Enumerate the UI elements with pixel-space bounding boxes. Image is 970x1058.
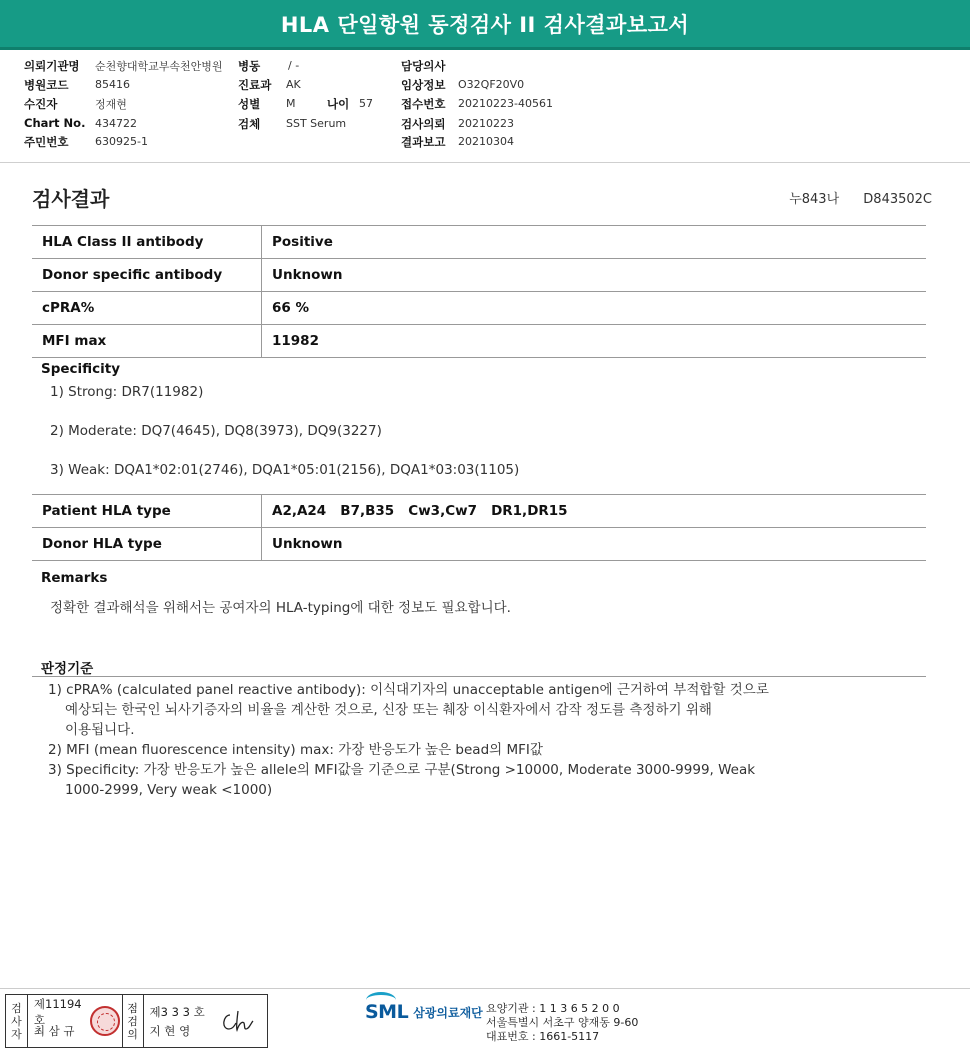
specificity-line: 2) Moderate: DQ7(4645), DQ8(3973), DQ9(3227) [50,423,382,439]
table-row [32,325,926,358]
resident-no-value: 630925-1 [95,135,148,148]
company-line: 서울특별시 서초구 양재동 9-60 [486,1016,639,1029]
criteria-line: 1) cPRA% (calculated panel reactive antibody): 이식대기자의 unacceptable antigen에 근거하여 부적합할 것으로 [48,682,769,698]
report-date-value: 20210304 [458,135,514,148]
sex-label: 성별 [238,97,261,111]
inspector-label: 검사자 [6,995,28,1047]
chart-no-value: 434722 [95,117,137,130]
inspector-license: 제11194호 [33,996,82,1027]
row-value: Unknown [272,536,343,552]
clinical-info-label: 임상정보 [401,78,446,92]
table-row [32,226,926,259]
hospital-code-label: 병원코드 [24,78,69,92]
criteria-line: 3) Specificity: 가장 반응도가 높은 allele의 MFI값을 기준으로 구분(Strong >10000, Moderate 3000-9999, Weak [48,762,756,778]
document-ids [769,188,932,207]
row-key: Patient HLA type [32,495,262,527]
table-row [32,495,926,528]
requesting-institution-label: 의뢰기관명 [24,59,80,73]
requesting-institution-value: 순천향대학교부속천안병원 [95,60,223,73]
row-value: Positive [272,234,333,250]
company-info [486,1002,638,1044]
criteria-divider [32,676,926,677]
logo-mark-icon [365,1001,408,1023]
table-row [32,292,926,325]
report-title: HLA 단일항원 동정검사 II 검사결과보고서 [280,12,690,37]
age-label: 나이 [327,97,350,111]
logo-name: 삼광의료재단 [413,1005,483,1020]
specificity-heading: Specificity [41,361,121,377]
inspector-name: 최 삼 규 [33,1023,75,1038]
reviewer-label: 점검의 [122,995,144,1047]
company-line: 대표번호 : 1661-5117 [486,1030,600,1043]
patient-name-label: 수진자 [24,97,58,111]
row-key: Donor HLA type [32,528,262,560]
result-section-title: 검사결과 [32,187,110,211]
table-row [32,259,926,292]
specimen-value: SST Serum [286,117,347,130]
specificity-line: 3) Weak: DQA1*02:01(2746), DQA1*05:01(2156), DQA1*03:03(1105) [50,462,520,478]
criteria-heading: 판정기준 [41,661,94,677]
criteria-line: 1000-2999, Very weak <1000) [65,782,273,798]
row-value: 66 % [272,300,310,316]
doc-id-1: 누843나 [789,192,840,207]
logo-mark-text: SML [365,1001,409,1023]
criteria-item [48,740,878,760]
table-row [32,528,926,561]
row-value: 11982 [272,333,319,349]
inspector-info [28,995,90,1047]
chart-no-label: Chart No. [24,116,86,130]
test-request-value: 20210223 [458,117,514,130]
reviewer-info [144,995,208,1047]
criteria-line: 2) MFI (mean fluorescence intensity) max: 가장 반응도가 높은 bead의 MFI값 [48,742,543,758]
department-label: 진료과 [238,78,272,92]
doc-id-2: D843502C [863,192,932,207]
accession-no-label: 접수번호 [401,97,446,111]
signature-box [5,994,268,1048]
criteria-line: 이용됩니다. [65,722,135,738]
ward-value: / - [288,59,300,72]
results-table [32,225,926,358]
criteria-line: 예상되는 한국인 뇌사기증자의 비율을 계산한 것으로, 신장 또는 췌장 이식환자에서 감작 정도를 측정하기 위해 [65,702,712,718]
row-key: Donor specific antibody [32,259,262,291]
criteria-item [48,760,878,800]
patient-info-header [0,55,970,163]
remarks-text: 정확한 결과해석을 위해서는 공여자의 HLA-typing에 대한 정보도 필요합니다. [50,600,511,616]
resident-no-label: 주민번호 [24,135,69,149]
specimen-label: 검체 [238,117,261,131]
row-value: A2,A24 B7,B35 Cw3,Cw7 DR1,DR15 [272,503,568,519]
report-footer [0,988,970,1058]
age-value: 57 [359,97,373,110]
accession-no-value: 20210223-40561 [458,97,553,110]
row-key: cPRA% [32,292,262,324]
attending-physician-label: 담당의사 [401,59,446,73]
sex-value: M [286,97,296,110]
reviewer-license: 제3 3 3 호 [149,1004,205,1019]
signature-icon [207,995,267,1047]
remarks-heading: Remarks [41,570,108,586]
report-title-bar [0,0,970,50]
row-value: Unknown [272,267,343,283]
hospital-code-value: 85416 [95,78,130,91]
ward-label: 병동 [238,59,261,73]
reviewer-name: 지 현 영 [149,1023,191,1038]
patient-name-value: 정재현 [95,98,127,111]
hla-type-table [32,494,926,561]
row-key: MFI max [32,325,262,357]
company-logo [365,1001,483,1023]
row-key: HLA Class II antibody [32,226,262,258]
report-date-label: 결과보고 [401,135,446,149]
specificity-line: 1) Strong: DR7(11982) [50,384,204,400]
company-line: 요양기관 : 1 1 3 6 5 2 0 0 [486,1002,620,1015]
test-request-label: 검사의뢰 [401,117,446,131]
clinical-info-value: O32QF20V0 [458,78,525,91]
department-value: AK [286,78,301,91]
seal-stamp-icon [90,995,120,1047]
criteria-item [48,680,878,740]
